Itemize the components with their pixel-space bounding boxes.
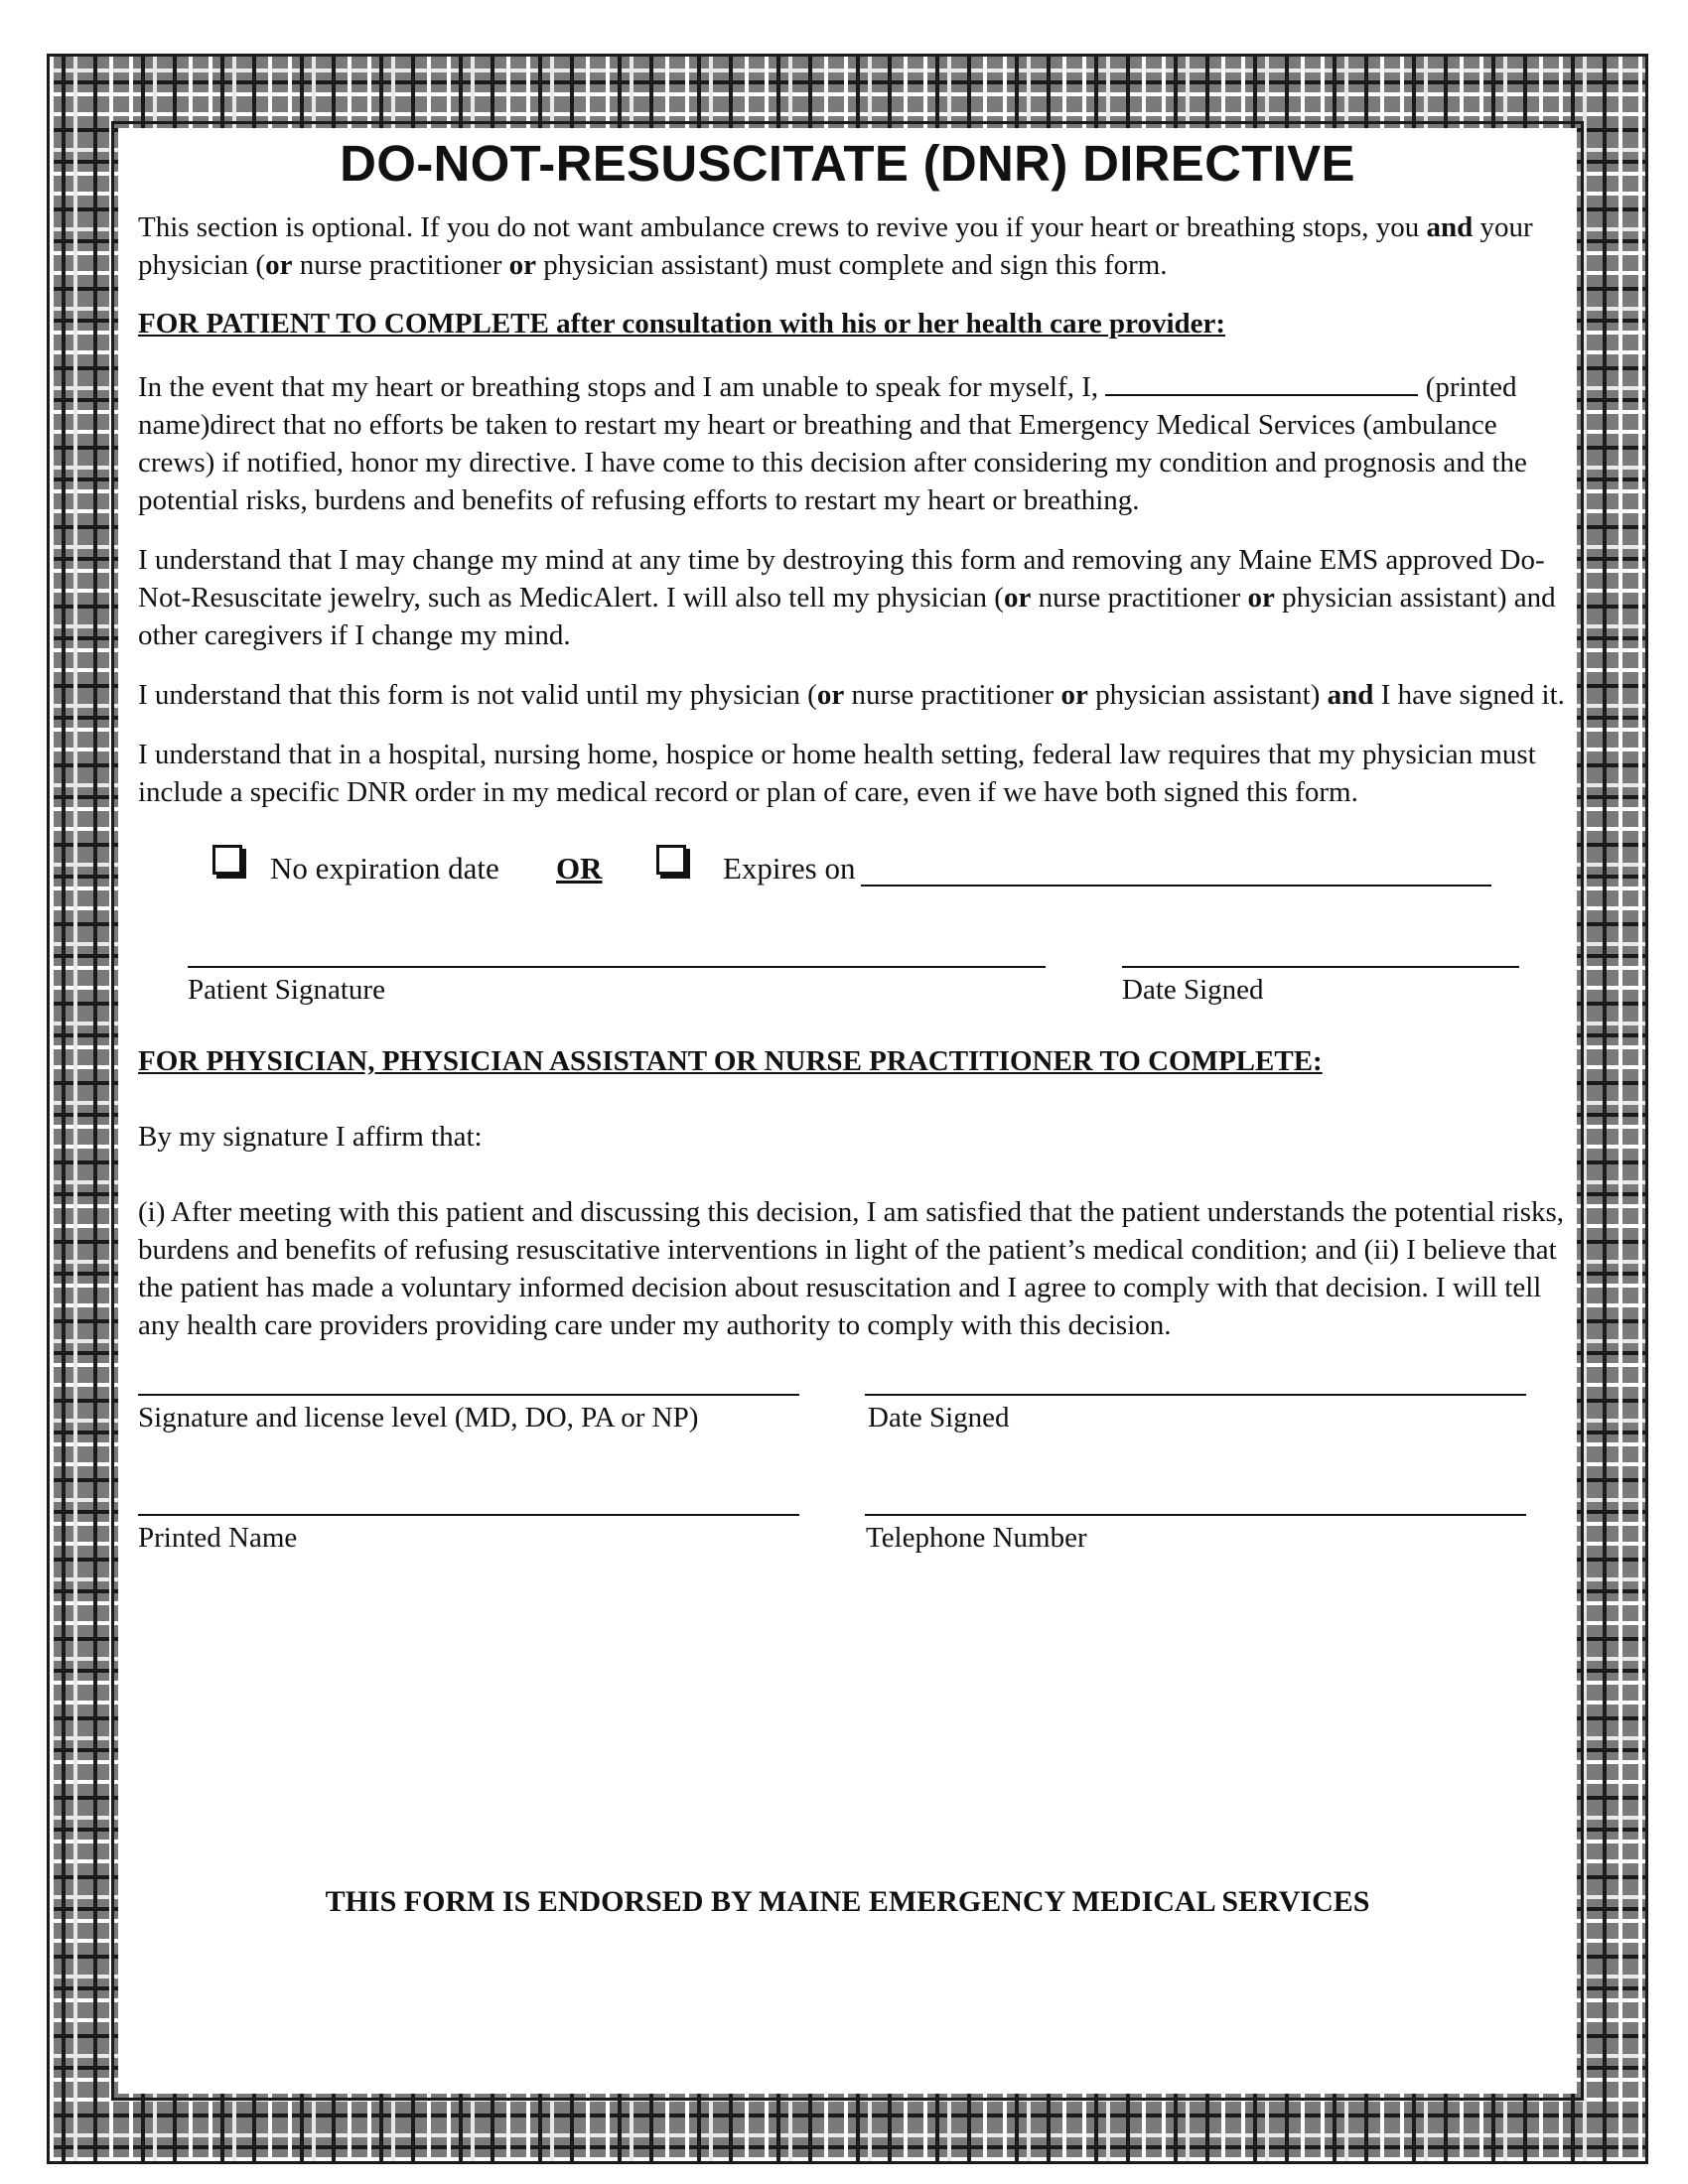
physician-section-heading: FOR PHYSICIAN, PHYSICIAN ASSISTANT OR NURSE PRACTITIONER TO COMPLETE: xyxy=(138,1045,1323,1077)
physician-signature-block xyxy=(138,1366,1577,1450)
change-mind-paragraph: I understand that I may change my mind at any time by destroying this form and removing any Maine EMS approved Do-Not-Resuscitate jewelry, such as MedicAlert. I will also tell my physician (or nurse practitioner or physician assistant) and other caregivers if I change my mind. xyxy=(138,544,1556,651)
form-body xyxy=(118,128,1577,2094)
physician-name-block xyxy=(138,1486,1577,1570)
expires-checkbox[interactable] xyxy=(656,845,686,875)
validity-paragraph: I understand that this form is not valid until my physician (or nurse practitioner or physician assistant) and I have signed it. xyxy=(138,679,1565,711)
no-expiration-checkbox[interactable] xyxy=(212,845,242,875)
patient-directive-paragraph: In the event that my heart or breathing stops and I am unable to speak for myself, I, (printed name)direct that no efforts be taken to restart my heart or breathing and that Emergency Medical Services (ambulance crews) if notified, honor my directive. I have come to this decision after considering my condition and prognosis and the potential risks, burdens and benefits of refusing efforts to restart my heart or breathing. xyxy=(138,364,1568,519)
physician-telephone-field[interactable] xyxy=(865,1514,1526,1516)
intro-paragraph: This section is optional. If you do not want ambulance crews to revive you if your heart or breathing stops, you and your physician (or nurse practitioner or physician assistant) must complete and sign this form. xyxy=(138,211,1533,281)
physician-printed-name-field[interactable] xyxy=(138,1514,799,1516)
expires-label: Expires on xyxy=(723,851,856,886)
physician-printed-name-label: Printed Name xyxy=(138,1522,298,1554)
physician-signature-label: Signature and license level (MD, DO, PA or NP) xyxy=(138,1402,699,1433)
federal-law-paragraph: I understand that in a hospital, nursing home, hospice or home health setting, federal law requires that my physician must include a specific DNR order in my medical record or plan of care, even if we have both signed this form. xyxy=(138,739,1536,808)
endorsement-footer: THIS FORM IS ENDORSED BY MAINE EMERGENCY MEDICAL SERVICES xyxy=(325,1885,1370,1918)
no-expiration-label: No expiration date xyxy=(270,851,499,886)
patient-date-signed-label: Date Signed xyxy=(1122,974,1264,1006)
affirm-statement: By my signature I affirm that: xyxy=(138,1121,483,1153)
patient-date-signed-field[interactable] xyxy=(1122,966,1519,968)
patient-signature-block xyxy=(138,932,1577,1026)
expiration-date-field[interactable] xyxy=(861,885,1491,887)
patient-section-heading: FOR PATIENT TO COMPLETE after consultation with his or her health care provider: xyxy=(138,308,1226,340)
patient-signature-label: Patient Signature xyxy=(188,974,385,1006)
physician-telephone-label: Telephone Number xyxy=(866,1522,1087,1554)
physician-clause: (i) After meeting with this patient and discussing this decision, I am satisfied that the patient understands the potential risks, burdens and benefits of refusing resuscitative interventions in light of the patient’s medical condition; and (ii) I believe that the patient has made a voluntary informed decision about resuscitation and I agree to comply with that decision. I will tell any health care providers providing care under my authority to comply with this decision. xyxy=(138,1196,1565,1341)
or-label: OR xyxy=(556,851,603,886)
printed-name-field[interactable] xyxy=(1105,364,1418,396)
patient-signature-field[interactable] xyxy=(188,966,1046,968)
page-title: DO-NOT-RESUSCITATE (DNR) DIRECTIVE xyxy=(340,135,1355,192)
physician-date-signed-label: Date Signed xyxy=(868,1402,1010,1433)
expiration-options xyxy=(138,841,1577,910)
physician-signature-field[interactable] xyxy=(138,1394,799,1396)
physician-date-signed-field[interactable] xyxy=(865,1394,1526,1396)
